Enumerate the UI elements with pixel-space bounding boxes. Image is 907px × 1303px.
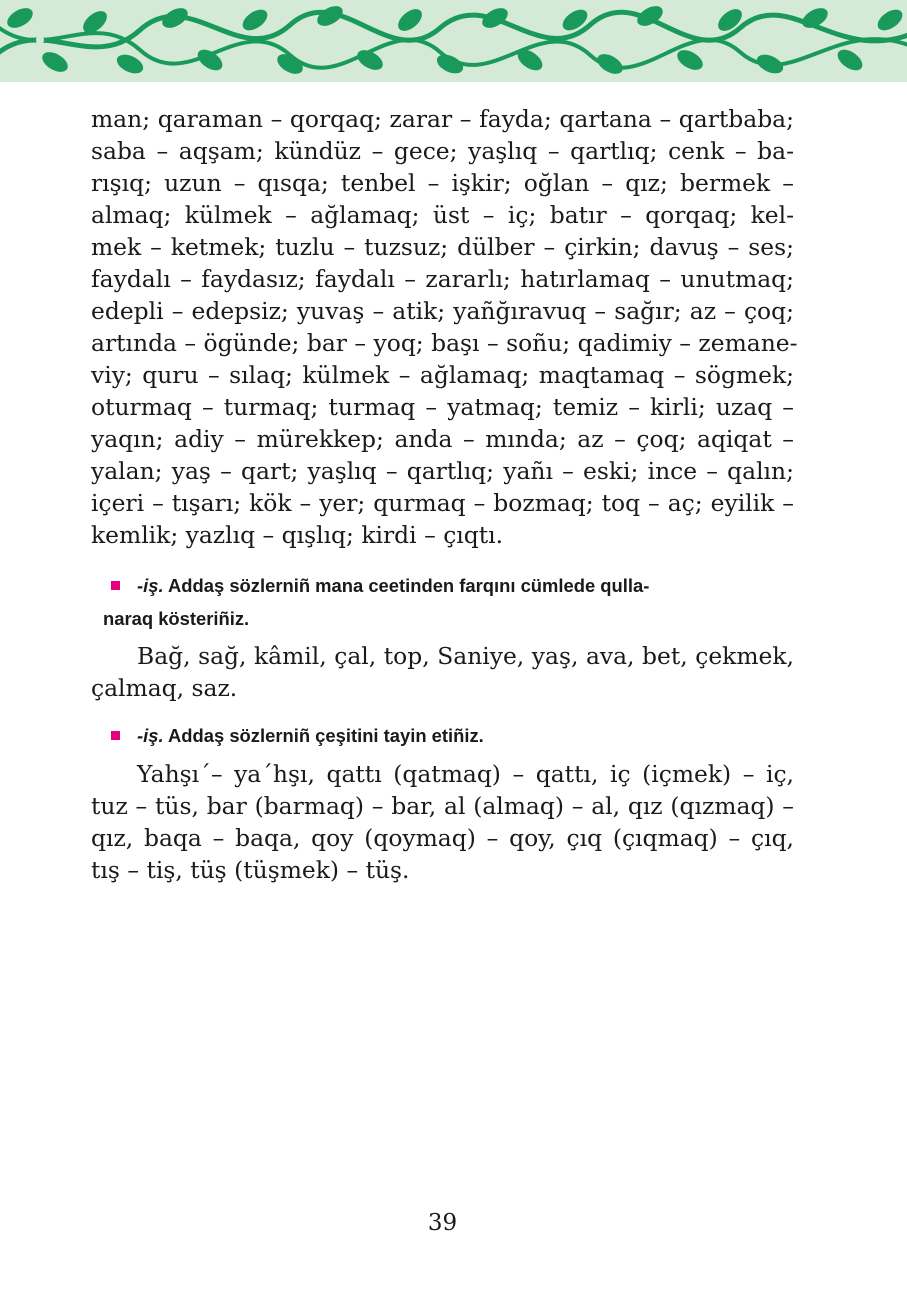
exercise-task-1 [103,569,803,635]
antonym-list-paragraph [91,103,798,551]
text-line: tuz – tüs, bar (barmaq) – bar, al (almaq) – al, qız (qızmaq) – [91,792,794,820]
task-line [103,569,803,602]
text-line: tış – tiş, tüş (tüşmek) – tüş. [91,856,410,884]
task-tag: -iş. [137,725,164,746]
text-line: kemlik; yazlıq – qışlıq; kirdi – çıqtı. [91,521,504,549]
text-line: artında – ögünde; bar – yoq; başı – soñu; qadimiy – zemane- [91,329,798,357]
word-list-paragraph [91,640,794,704]
text-line: edepli – edepsiz; yuvaş – atik; yañğıravuq – sağır; az – çoq; [91,297,794,325]
text-line: man; qaraman – qorqaq; zarar – fayda; qartana – qartbaba; [91,105,794,133]
text-line: içeri – tışarı; kök – yer; qurmaq – bozmaq; toq – aç; eyilik – [91,489,794,517]
task-tag: -iş. [137,575,164,596]
text-line: çalmaq, saz. [91,674,238,702]
text-line: Bağ, sağ, kâmil, çal, top, Saniye, yaş, ava, bet, çekmek, [137,642,794,670]
text-line: yaqın; adiy – mürekkep; anda – mında; az – çoq; aqiqat – [91,425,794,453]
square-bullet-icon [111,731,120,740]
leaf-pattern-icon [0,0,907,82]
homonym-examples-paragraph [91,758,794,886]
text-line: mek – ketmek; tuzlu – tuzsuz; dülber – çirkin; davuş – ses; [91,233,794,261]
square-bullet-icon [111,581,120,590]
text-line: oturmaq – turmaq; turmaq – yatmaq; temiz – kirli; uzaq – [91,393,794,421]
text-line: saba – aqşam; kündüz – gece; yaşlıq – qartlıq; cenk – ba- [91,137,794,165]
exercise-task-2 [103,719,803,752]
task-instruction: Addaş sözlerniñ çeşitini tayin etiñiz. [168,725,484,746]
text-line: faydalı – faydasız; faydalı – zararlı; hatırlamaq – unutmaq; [91,265,794,293]
text-line: qız, baqa – baqa, qoy (qoymaq) – qoy, çıq (çıqmaq) – çıq, [91,824,794,852]
text-line: viy; quru – sılaq; külmek – ağlamaq; maqtamaq – sögmek; [91,361,794,389]
text-line: almaq; külmek – ağlamaq; üst – iç; batır – qorqaq; kel- [91,201,794,229]
text-line: yalan; yaş – qart; yaşlıq – qartlıq; yañı – eski; ince – qalın; [91,457,794,485]
text-line: Yahşı´– ya´hşı, qattı (qatmaq) – qattı, iç (içmek) – iç, [137,760,794,788]
page-number: 39 [427,1210,458,1236]
text-line: rışıq; uzun – qısqa; tenbel – işkir; oğlan – qız; bermek – [91,169,794,197]
task-line: naraq kösteriñiz. [103,608,250,629]
floral-vine-ornament [0,0,907,82]
task-instruction: Addaş sözlerniñ mana ceetinden farqını cümlede qulla- [168,575,650,596]
task-line [103,719,803,752]
